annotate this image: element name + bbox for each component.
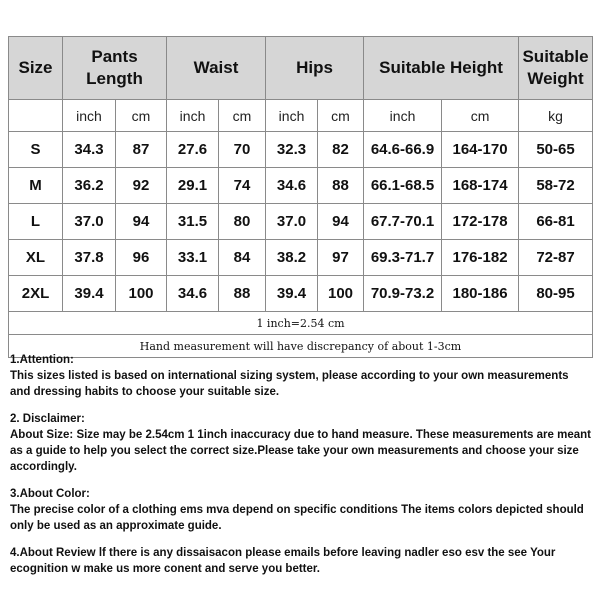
table-cell: 87 <box>116 132 167 168</box>
notes-section <box>10 352 592 588</box>
table-cell: 80-95 <box>519 276 593 312</box>
unit-cell: inch <box>63 100 116 132</box>
table-cell: 92 <box>116 168 167 204</box>
note-body: This sizes listed is based on international sizing system, please according to your own measurements and dressing habits to choose your suitable size. <box>10 370 569 398</box>
size-chart-table <box>8 36 593 358</box>
header-suitable-weight: Suitable Weight <box>519 37 593 100</box>
note-title: 2. Disclaimer: <box>10 413 85 425</box>
table-cell: 172-178 <box>442 204 519 240</box>
table-cell: 33.1 <box>167 240 219 276</box>
table-cell: 37.8 <box>63 240 116 276</box>
header-suitable-height: Suitable Height <box>364 37 519 100</box>
table-cell: 72-87 <box>519 240 593 276</box>
size-label-cell: S <box>9 132 63 168</box>
table-cell: 39.4 <box>63 276 116 312</box>
table-cell: 88 <box>318 168 364 204</box>
size-label-cell: 2XL <box>9 276 63 312</box>
table-row <box>9 204 593 240</box>
table-row <box>9 240 593 276</box>
table-cell: 82 <box>318 132 364 168</box>
unit-cell: cm <box>318 100 364 132</box>
table-cell: 34.6 <box>167 276 219 312</box>
header-pants-length: Pants Length <box>63 37 167 100</box>
conversion-note-row <box>9 312 593 335</box>
table-cell: 37.0 <box>63 204 116 240</box>
unit-cell: cm <box>219 100 266 132</box>
table-cell: 27.6 <box>167 132 219 168</box>
note-title: 1.Attention: <box>10 354 74 366</box>
table-cell: 29.1 <box>167 168 219 204</box>
disclaimer-note <box>10 411 592 475</box>
header-hips: Hips <box>266 37 364 100</box>
size-label-cell: L <box>9 204 63 240</box>
note-body: About Size: Size may be 2.54cm 1 1inch inaccuracy due to hand measure. These measurements are meant as a guide to help you select the correct size.Please take your own measurements and choose your size accordingly. <box>10 429 591 473</box>
size-label-cell: M <box>9 168 63 204</box>
table-cell: 67.7-70.1 <box>364 204 442 240</box>
table-cell: 94 <box>318 204 364 240</box>
table-cell: 32.3 <box>266 132 318 168</box>
table-cell: 96 <box>116 240 167 276</box>
table-cell: 31.5 <box>167 204 219 240</box>
note-body: 4.About Review lf there is any dissaisacon please emails before leaving nadler eso esv the see Your ecognition w make us more conent and serve you better. <box>10 547 556 575</box>
review-note <box>10 545 592 577</box>
unit-cell: inch <box>167 100 219 132</box>
unit-cell: cm <box>442 100 519 132</box>
table-cell: 176-182 <box>442 240 519 276</box>
table-cell: 100 <box>318 276 364 312</box>
table-cell: 66.1-68.5 <box>364 168 442 204</box>
table-row <box>9 276 593 312</box>
unit-cell: inch <box>364 100 442 132</box>
table-cell: 88 <box>219 276 266 312</box>
unit-cell: kg <box>519 100 593 132</box>
table-row <box>9 168 593 204</box>
table-cell: 80 <box>219 204 266 240</box>
header-waist: Waist <box>167 37 266 100</box>
table-cell: 97 <box>318 240 364 276</box>
table-cell: 69.3-71.7 <box>364 240 442 276</box>
color-note <box>10 486 592 534</box>
size-label-cell: XL <box>9 240 63 276</box>
table-cell: 66-81 <box>519 204 593 240</box>
table-cell: 94 <box>116 204 167 240</box>
table-cell: 38.2 <box>266 240 318 276</box>
table-row <box>9 132 593 168</box>
unit-cell: inch <box>266 100 318 132</box>
table-cell: 84 <box>219 240 266 276</box>
table-cell: 64.6-66.9 <box>364 132 442 168</box>
table-cell: 70 <box>219 132 266 168</box>
units-empty-cell <box>9 100 63 132</box>
header-row <box>9 37 593 100</box>
table-cell: 168-174 <box>442 168 519 204</box>
table-cell: 70.9-73.2 <box>364 276 442 312</box>
table-cell: 74 <box>219 168 266 204</box>
note-title: 3.About Color: <box>10 488 90 500</box>
table-cell: 36.2 <box>63 168 116 204</box>
table-cell: 180-186 <box>442 276 519 312</box>
table-cell: 37.0 <box>266 204 318 240</box>
unit-cell: cm <box>116 100 167 132</box>
attention-note <box>10 352 592 400</box>
header-size: Size <box>9 37 63 100</box>
measurement-note: Hand measurement will have discrepancy of about 1-3cm <box>9 335 593 358</box>
table-cell: 34.6 <box>266 168 318 204</box>
note-body: The precise color of a clothing ems mva depend on specific conditions The items colors depicted should only be used as an approximate guide. <box>10 504 584 532</box>
table-cell: 34.3 <box>63 132 116 168</box>
table-cell: 39.4 <box>266 276 318 312</box>
table-cell: 58-72 <box>519 168 593 204</box>
units-row <box>9 100 593 132</box>
table-cell: 164-170 <box>442 132 519 168</box>
table-cell: 50-65 <box>519 132 593 168</box>
conversion-note: 1 inch=2.54 cm <box>9 312 593 335</box>
table-cell: 100 <box>116 276 167 312</box>
